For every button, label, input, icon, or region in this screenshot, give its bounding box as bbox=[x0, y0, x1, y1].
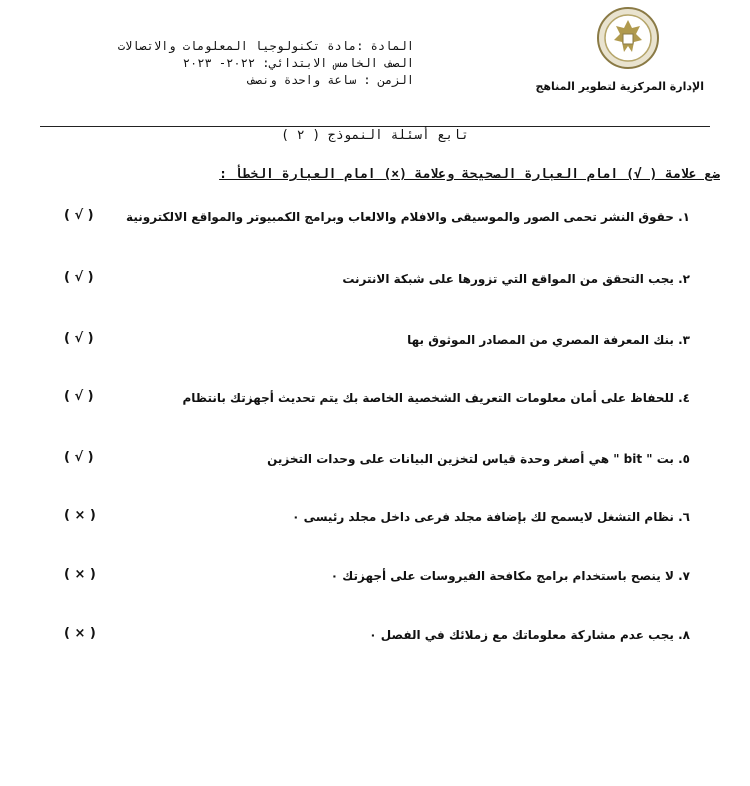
question-row bbox=[30, 331, 720, 353]
instructions: ضع علامة ( √) امام العبارة الصحيحة وعلامة (×) امام العبارة الخطأ : bbox=[219, 167, 720, 182]
question-text: ١. حقوق النشر تحمى الصور والموسيقى والافلام والالعاب وبرامج الكمبيوتر والمواقع الالكترونية bbox=[126, 210, 690, 224]
exam-info bbox=[118, 38, 414, 89]
header-divider bbox=[40, 126, 710, 127]
question-row bbox=[30, 208, 720, 230]
answer-mark: ( × ) bbox=[64, 508, 96, 523]
answer-mark: ( √ ) bbox=[64, 331, 94, 346]
question-row bbox=[30, 389, 720, 411]
question-text: ٦. نظام التشغل لايسمح لك بإضافة مجلد فرعى داخل مجلد رئيسى ٠ bbox=[292, 510, 690, 524]
ministry-seal-icon bbox=[596, 6, 660, 70]
org-name: الإدارة المركزية لتطوير المناهج bbox=[535, 80, 704, 93]
model-title: تابع أسئلة النموذج ( ٢ ) bbox=[281, 128, 469, 143]
question-text: ٨. يجب عدم مشاركة معلوماتك مع زملائك في الفصل ٠ bbox=[369, 628, 690, 642]
question-row bbox=[30, 626, 720, 648]
answer-mark: ( × ) bbox=[64, 567, 96, 582]
answer-mark: ( × ) bbox=[64, 626, 96, 641]
question-text: ٥. بت " bit " هي أصغر وحدة قياس لتخزين البيانات على وحدات التخزين bbox=[267, 452, 690, 466]
answer-mark: ( √ ) bbox=[64, 270, 94, 285]
question-row bbox=[30, 567, 720, 589]
answer-mark: ( √ ) bbox=[64, 389, 94, 404]
question-text: ٤. للحفاظ على أمان معلومات التعريف الشخصية الخاصة بك يتم تحديث أجهزتك بانتظام bbox=[182, 391, 690, 405]
question-row bbox=[30, 450, 720, 472]
question-row bbox=[30, 508, 720, 530]
time-line: الزمن : ساعة واحدة ونصف bbox=[247, 73, 414, 87]
answer-mark: ( √ ) bbox=[64, 450, 94, 465]
question-row bbox=[30, 270, 720, 292]
question-text: ٧. لا ينصح باستخدام برامج مكافحة الفيروسات على أجهزتك ٠ bbox=[330, 569, 690, 583]
question-text: ٢. يجب التحقق من المواقع التي تزورها على شبكة الانترنت bbox=[342, 272, 690, 286]
subject-line: المادة :مادة تكنولوجيا المعلومات والاتصالات bbox=[117, 39, 414, 53]
answer-mark: ( √ ) bbox=[64, 208, 94, 223]
question-text: ٣. بنك المعرفة المصري من المصادر الموثوق بها bbox=[407, 333, 690, 347]
grade-line: الصف الخامس الابتدائي: ٢٠٢٢- ٢٠٢٣ bbox=[182, 56, 414, 70]
